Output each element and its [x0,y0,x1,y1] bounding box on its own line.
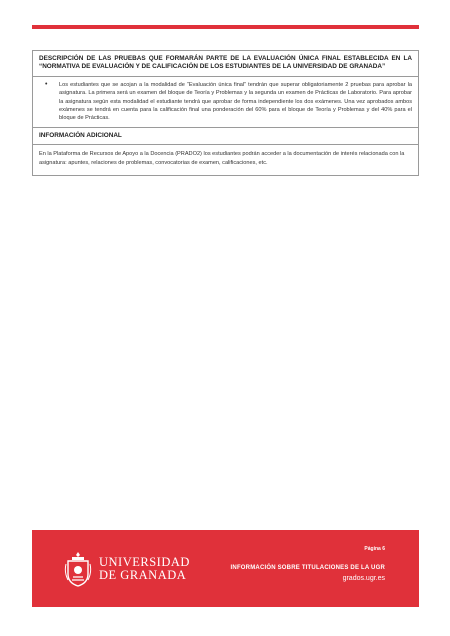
website-link[interactable]: grados.ugr.es [342,575,385,582]
page-number: Página 6 [364,546,385,552]
additional-info-text: En la Plataforma de Recursos de Apoyo a la Docencia (PRADO2) los estudiantes podrán acceder a la documentación de interés relacionada con la asignatura: apuntes, relaciones de problemas, convocatorias de examen, calificaciones, etc. [33,145,419,176]
brand-line-2: DE GRANADA [99,568,187,582]
university-wordmark [99,556,190,582]
evaluation-heading: DESCRIPCIÓN DE LAS PRUEBAS QUE FORMARÁN PARTE DE LA EVALUACIÓN ÚNICA FINAL ESTABLECIDA EN LA “NORMATIVA DE EVALUACIÓN Y DE CALIFICACIÓN DE LOS ESTUDIANTES DE LA UNIVERSIDAD DE GRANADA” [33,51,419,77]
evaluation-bullet [39,81,412,123]
content-table [32,50,419,176]
titulaciones-info: INFORMACIÓN SOBRE TITULACIONES DE LA UGR [230,565,385,571]
university-crest-icon [64,550,92,588]
brand-line-1: UNIVERSIDAD [99,555,190,569]
bullet-dot-icon: • [45,80,48,88]
evaluation-cell [33,76,419,127]
document-body [32,50,419,176]
top-red-rule [32,25,419,29]
additional-info-heading: INFORMACIÓN ADICIONAL [33,127,419,144]
footer-banner [32,530,419,607]
evaluation-bullet-text: Los estudiantes que se acojan a la modalidad de “Evaluación única final” tendrán que superar obligatoriamente 2 pruebas para aprobar la asignatura. La primera será un examen del bloque de Teoría y Problemas y la segunda un examen de Prácticas de Laboratorio. Para aprobar la asignatura según esta modalidad el estudiante tendrá que aprobar de forma independiente los dos exámenes. Una vez aprobados ambos exámenes se tendrá en cuenta para la calificación final una ponderación del 60% para el bloque de Teoría y Problemas y del 40% para el bloque de Prácticas. [59,81,412,122]
